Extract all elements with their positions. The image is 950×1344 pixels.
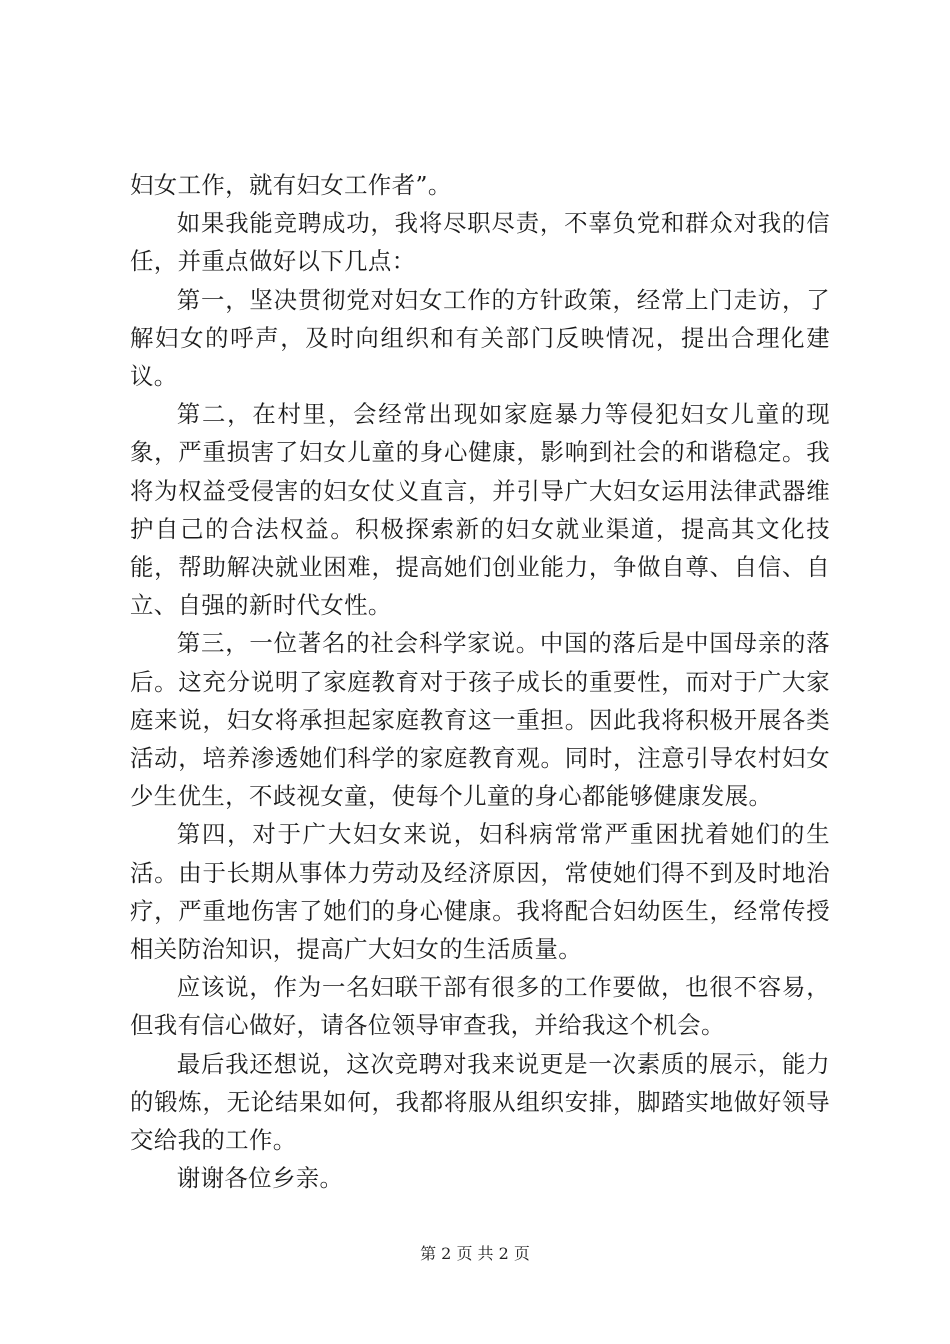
paragraph-continuation: 妇女工作，就有妇女工作者”。 bbox=[130, 171, 452, 199]
paragraph-second-point: 第二，在村里，会经常出现如家庭暴力等侵犯妇女儿童的现象，严重损害了妇女儿童的身心健康，影响到社会的和谐稳定。我将为权益受侵害的妇女仗义直言，并引导广大妇女运用法律武器维护自己的合法权益。积极探索新的妇女就业渠道，提高其文化技能，帮助解决就业困难，提高她们创业能力，争做自尊、自信、自立、自强的新时代女性。 bbox=[130, 400, 830, 620]
paragraph-first-point: 第一，坚决贯彻党对妇女工作的方针政策，经常上门走访，了解妇女的呼声，及时向组织和有关部门反映情况，提出合理化建议。 bbox=[130, 285, 830, 391]
document-body bbox=[130, 166, 830, 1197]
page-footer bbox=[0, 1242, 950, 1266]
paragraph-thanks: 谢谢各位乡亲。 bbox=[176, 1164, 344, 1193]
paragraph-third-point: 第三，一位著名的社会科学家说。中国的落后是中国母亲的落后。这充分说明了家庭教育对于孩子成长的重要性，而对于广大家庭来说，妇女将承担起家庭教育这一重担。因此我将积极开展各类活动，培养渗透她们科学的家庭教育观。同时，注意引导农村妇女少生优生，不歧视女童，使每个儿童的身心都能够健康发展。 bbox=[130, 629, 830, 811]
paragraph-commitment: 应该说，作为一名妇联干部有很多的工作要做，也很不容易，但我有信心做好，请各位领导审查我，并给我这个机会。 bbox=[130, 973, 830, 1040]
paragraph-fourth-point: 第四，对于广大妇女来说，妇科病常常严重困扰着她们的生活。由于长期从事体力劳动及经济原因，常使她们得不到及时地治疗，严重地伤害了她们的身心健康。我将配合妇幼医生，经常传授相关防治知识，提高广大妇女的生活质量。 bbox=[130, 820, 830, 964]
page-number-label: 第 2 页 共 2 页 bbox=[420, 1244, 530, 1263]
paragraph-intro: 如果我能竞聘成功，我将尽职尽责，不辜负党和群众对我的信任，并重点做好以下几点： bbox=[130, 209, 830, 276]
paragraph-closing: 最后我还想说，这次竞聘对我来说更是一次素质的展示，能力的锻炼，无论结果如何，我都将服从组织安排，脚踏实地做好领导交给我的工作。 bbox=[130, 1049, 830, 1155]
